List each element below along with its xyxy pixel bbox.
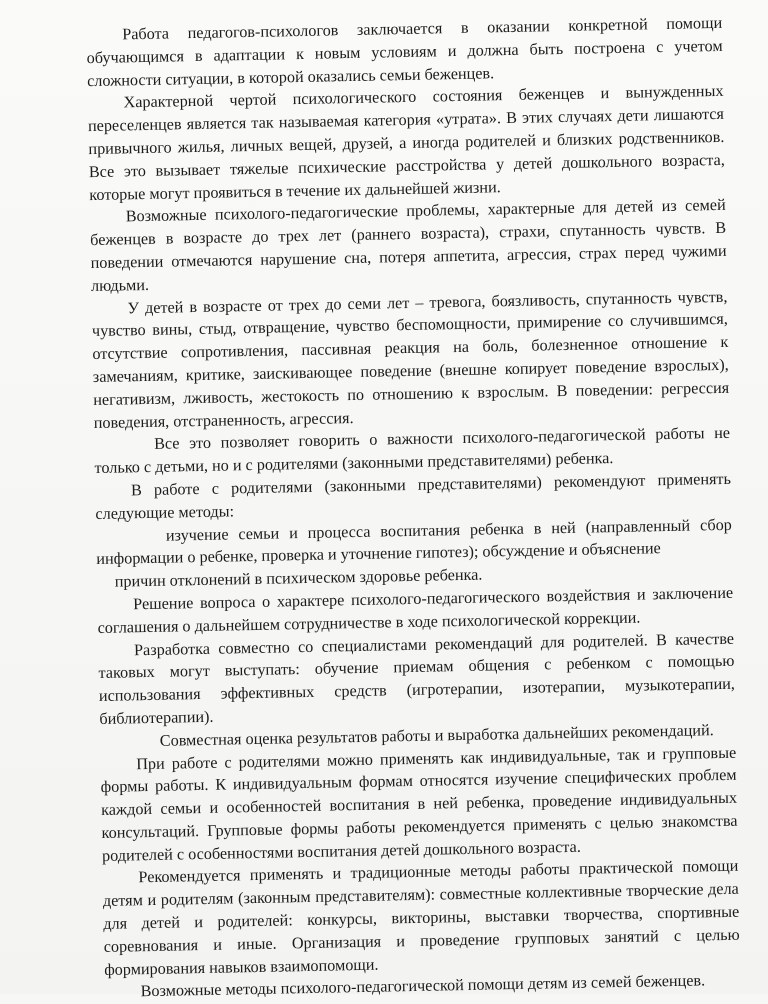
document-body <box>86 12 741 1004</box>
paragraph-traditional-methods: Рекомендуется применять и традиционные методы работы практической помощи детям и родителям (законным представителям): совместные коллективные творческие дела для детей и родителей: конкурсы, викторины, выставки творчества, спортивные соревнования и иные. Организация и проведение групповых занятий с целью формирования навыков взаимопомощи. <box>102 857 740 979</box>
paragraph-methods-intro: В работе с родителями (законными представителями) рекомендуют применять следующие методы: <box>95 469 732 523</box>
method-joint-evaluation: Совместная оценка результатов работы и выработка дальнейших рекомендаций. <box>159 720 714 750</box>
paragraph-under-three: Возможные психолого-педагогические проблемы, характерные для детей из семей беженцев в возрасте до трех лет (раннего возраста), страхи, спутанность чувств. В поведении отмечаются нарушение сна, потеря аппетита, агрессия, страх перед чужими людьми. <box>90 196 727 295</box>
method-decision: Решение вопроса о характере психолого-педагогического воздействия и заключение соглашения о дальнейшем сотрудничестве в ходе психологической коррекции. <box>97 583 734 637</box>
method-family-study-cont: причин отклонений в психическом здоровье ребенка. <box>114 565 483 591</box>
method-recommendations: Разработка совместно со специалистами рекомендаций для родителей. В качестве таковых могут выступать: обучение приемам общения с ребенком с помощью использования эффективных средств (игротерапии, изотерапии, музыкотерапии, библиотерапии). <box>98 629 736 728</box>
paragraph-loss: Характерной чертой психологического состояния беженцев и вынужденных переселенцев является так называемая категория «утрата». В этих случаях дети лишаются привычного жилья, личных вещей, друзей, а иногда родителей и близких родственников. Все это вызывает тяжелые психические расстройства у детей дошкольного возраста, которые могут проявиться в течение их дальнейшей жизни. <box>87 82 725 204</box>
paragraph-possible-methods: Возможные методы психолого-педагогической помощи детям из семей беженцев. <box>140 971 706 1001</box>
paragraph-importance: Все это позволяет говорить о важности психолого-педагогической работы не только с детьми, но и с родителями (законными представителями) ребенка. <box>94 424 731 478</box>
paragraph-intro: Работа педагогов-психологов заключается в оказании конкретной помощи обучающимся в адаптации к новым условиям и должна быть построена с учетом сложности ситуации, в которой оказались семьи беженцев. <box>86 13 723 90</box>
method-family-study: изучение семьи и процесса воспитания ребенка в ней (направленный сбор информации о ребенке, проверка и уточнение гипотез); обсуждение и объяснение <box>96 515 732 569</box>
paragraph-three-to-seven: У детей в возрасте от трех до семи лет – тревога, боязливость, спутанность чувств, чувство вины, стыд, отвращение, чувство беспомощности, примирение со случившимся, отсутствие сопротивления, пассивная реакция на боль, болезненное отношение к замечаниям, критике, заискивающее поведение (внешне копирует поведение взрослых), негативизм, лживость, жестокость по отношению к взрослым. В поведении: регрессия поведения, отстраненность, агрессия. <box>91 287 730 432</box>
paragraph-work-forms: При работе с родителями можно применять как индивидуальные, так и групповые формы работы. К индивидуальным формам относятся изучение специфических проблем каждой семьи и особенностей воспитания в ней ребенка, проведение индивидуальных консультаций. Групповые формы работы рекомендуется применять с целью знакомства родителей с особенностями воспитания детей дошкольного возраста. <box>100 743 738 865</box>
